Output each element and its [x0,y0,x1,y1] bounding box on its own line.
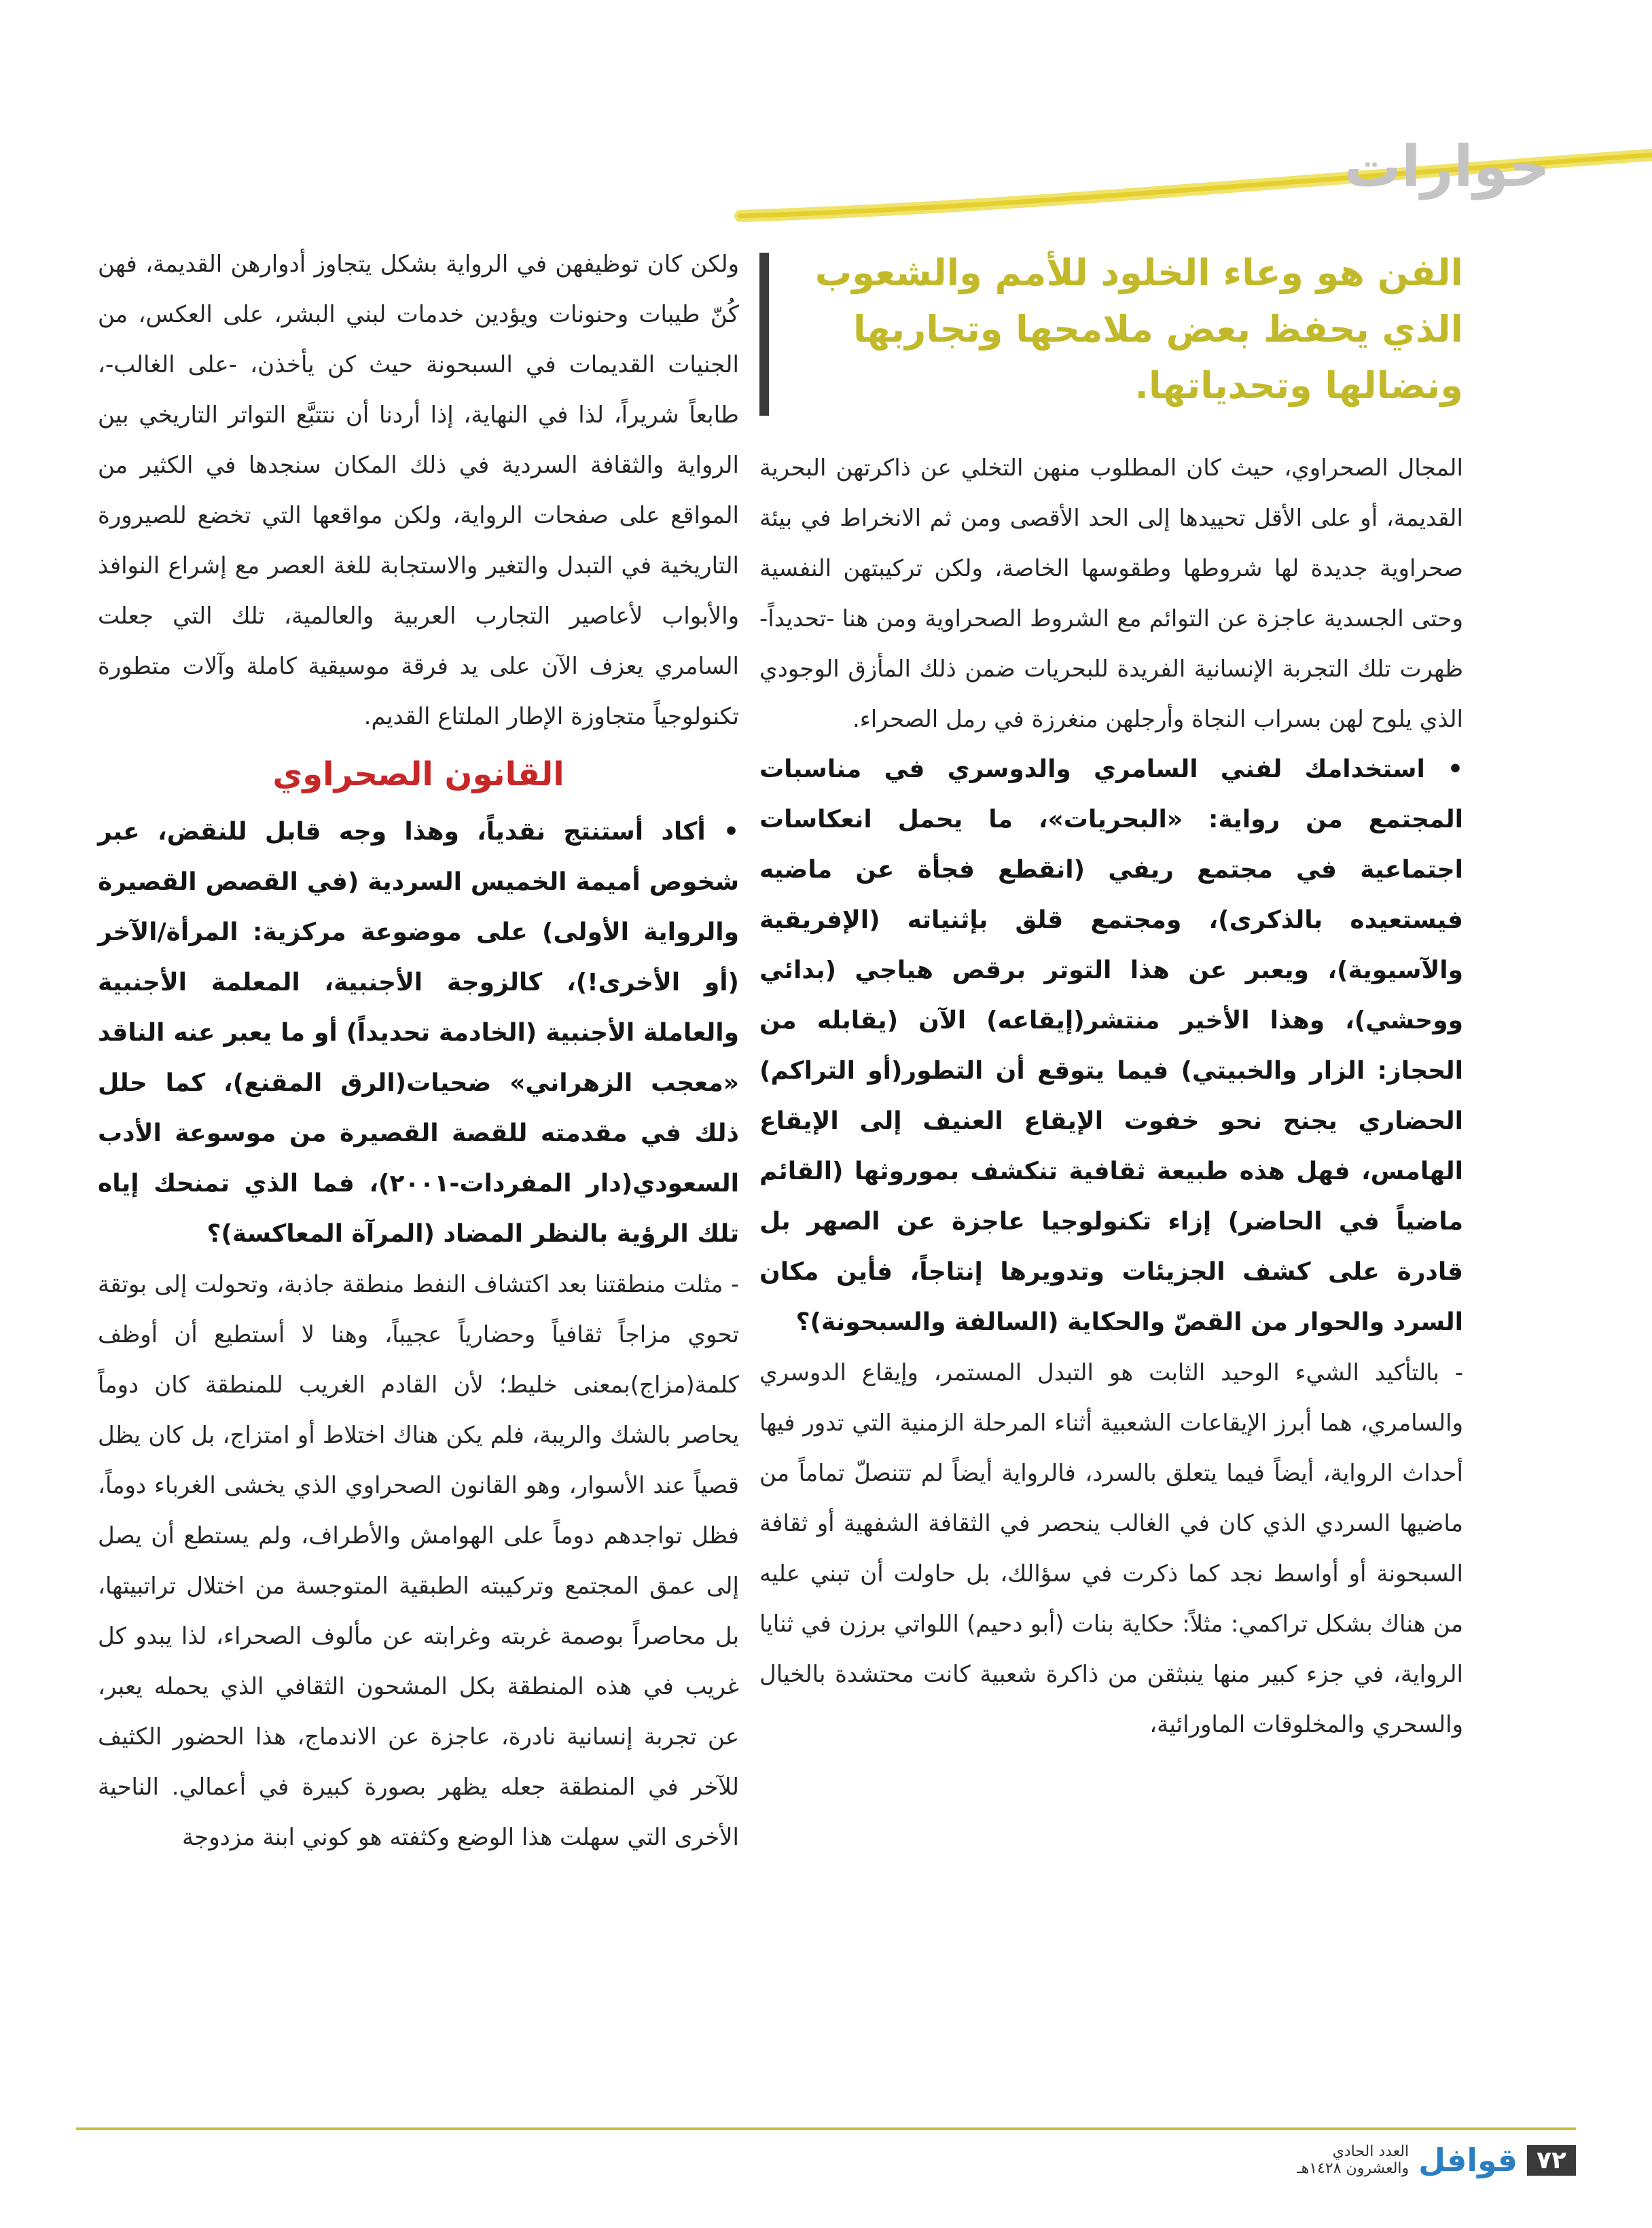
pull-quote: الفن هو وعاء الخلود للأمم والشعوب الذي يحفظ بعض ملامحها وتجاربها ونضالها وتحدياتها. [814,251,1463,407]
page-number: ٧٢ [1527,2145,1576,2176]
header-swoosh-decoration [0,0,1652,245]
interview-question: • استخدامك لفني السامري والدوسري في مناسبات المجتمع من رواية: «البحريات»، ما يحمل انعكاسات اجتماعية في مجتمع ريفي (انقطع فجأة عن ماضيه فيستعيده بالذكرى)، ومجتمع قلق بإثنياته (الإفريقية والآسيوية)، ويعبر عن هذا التوتر برقص هياجي (بدائي ووحشي)، وهذا الأخير منتشر(إيقاعه) الآن (يقابله من الحجاز: الزار والخبيتي) فيما يتوقع أن التطور(أو التراكم) الحضاري يجنح نحو خفوت الإيقاع العنيف إلى الإيقاع الهامس، فهل هذه طبيعة ثقافية تنكشف بموروثها (القائم ماضياً في الحاضر) إزاء تكنولوجيا عاجزة عن الصهر بل قادرة على كشف الجزيئات وتدويرها إنتاجاً، فأين مكان السرد والحوار من القصّ والحكاية (السالفة والسبحونة)؟ [759,755,1463,1336]
pull-quote-bar [759,253,769,416]
answer-paragraph: - بالتأكيد الشيء الوحيد الثابت هو التبدل المستمر، وإيقاع الدوسري والسامري، هما أبرز الإيقاعات الشعبية أثناء المرحلة الزمنية التي تدور فيها أحداث الرواية، أيضاً فيما يتعلق بالسرد، فالرواية أيضاً لم تتنصلّ تماماً من ماضيها السردي الذي كان في الغالب ينحصر في الثقافة الشفهية أو ثقافة السبحونة أو أواسط نجد كما ذكرت في سؤالك، بل حاولت أن تبني عليه من هناك بشكل تراكمي: مثلاً: حكاية بنات (أبو دحيم) اللواتي برزن في ثنايا الرواية، في جزء كبير منها ينبثقن من ذاكرة شعبية كانت محتشدة بالخيال والسحري والمخلوقات الماورائية، [759,1359,1463,1738]
answer-paragraph: - مثلت منطقتنا بعد اكتشاف النفط منطقة جاذبة، وتحولت إلى بوتقة تحوي مزاجاً ثقافياً وحضارياً عجيباً، وهنا لا أستطيع أن أوظف كلمة(مزاج)بمعنى خليط؛ لأن القادم الغريب للمنطقة كان دوماً يحاصر بالشك والريبة، فلم يكن هناك اختلاط أو امتزاج، بل كان يظل قصياً عند الأسوار، وهو القانون الصحراوي الذي يخشى الغرباء دوماً، فظل تواجدهم دوماً على الهوامش والأطراف، ولم يستطع أن يصل إلى عمق المجتمع وتركيبته الطبقية المتوجسة من اختلال تراتبيتها، بل محاصراً بوصمة غربته وغرابته عن مألوف الصحراء، لذا يبدو كل غريب في هذه المنطقة بكل المشحون الثقافي الذي يحمله يعبر، عن تجربة إنسانية نادرة، عاجزة عن الاندماج، هذا الحضور الكثيف للآخر في المنطقة جعله يظهر بصورة كبيرة في أعمالي. الناحية الأخرى التي سهلت هذا الوضع وكثفته هو كوني ابنة مزدوجة [98,1271,739,1851]
interview-question: • أكاد أستنتج نقدياً، وهذا وجه قابل للنقض، عبر شخوص أميمة الخميس السردية (في القصص القصيرة والرواية الأولى) على موضوعة مركزية: المرأة/الآخر (أو الأخرى!)، كالزوجة الأجنبية، المعلمة الأجنبية والعاملة الأجنبية (الخادمة تحديداً) أو ما يعبر عنه الناقد «معجب الزهراني» ضحيات(الرق المقنع)، كما حلل ذلك في مقدمته للقصة القصيرة من موسوعة الأدب السعودي(دار المفردات-٢٠٠١)، فما الذي تمنحك إياه تلك الرؤية بالنظر المضاد (المرآة المعاكسة)؟ [98,818,739,1248]
issue-label: العدد الحادي والعشرون ١٤٢٨هـ [1297,2143,1409,2177]
magazine-logo: قوافل [1418,2142,1518,2178]
section-title: حوارات [1344,133,1550,200]
answer-paragraph: المجال الصحراوي، حيث كان المطلوب منهن التخلي عن ذاكرتهن البحرية القديمة، أو على الأقل تحييدها إلى الحد الأقصى ومن ثم الانخراط في بيئة صحراوية جديدة لها شروطها وطقوسها الخاصة، ولكن تركيبتهن النفسية وحتى الجسدية عاجزة عن التوائم مع الشروط الصحراوية ومن هنا -تحديداً- ظهرت تلك التجربة الإنسانية الفريدة للبحريات ضمن ذلك المأزق الوجودي الذي يلوح لهن بسراب النجاة وأرجلهن منغرزة في رمل الصحراء. [759,454,1463,733]
right-column [759,443,1463,1750]
left-column [98,239,739,1863]
answer-paragraph: ولكن كان توظيفهن في الرواية بشكل يتجاوز أدوارهن القديمة، فهن كُنّ طيبات وحنونات ويؤدين خدمات لبني البشر، على العكس، من الجنيات القديمات في السبحونة حيث كن يأخذن، -على الغالب-، طابعاً شريراً، لذا في النهاية، إذا أردنا أن نتتبَّع التواتر التاريخي بين الرواية والثقافة السردية في ذلك المكان سنجدها في الكثير من المواقع على صفحات الرواية، ولكن مواقعها التي تخضع للصيرورة التاريخية في التبدل والتغير والاستجابة للغة العصر مع إشراع النوافذ والأبواب لأعاصير التجارب العربية والعالمية، تلك التي جعلت السامري يعزف الآن على يد فرقة موسيقية كاملة وآلات متطورة تكنولوجياً متجاوزة الإطار الملتاع القديم. [98,251,739,730]
section-subheading: القانون الصحراوي [272,755,564,793]
page-footer [1270,2140,1576,2180]
footer-divider [76,2127,1576,2130]
